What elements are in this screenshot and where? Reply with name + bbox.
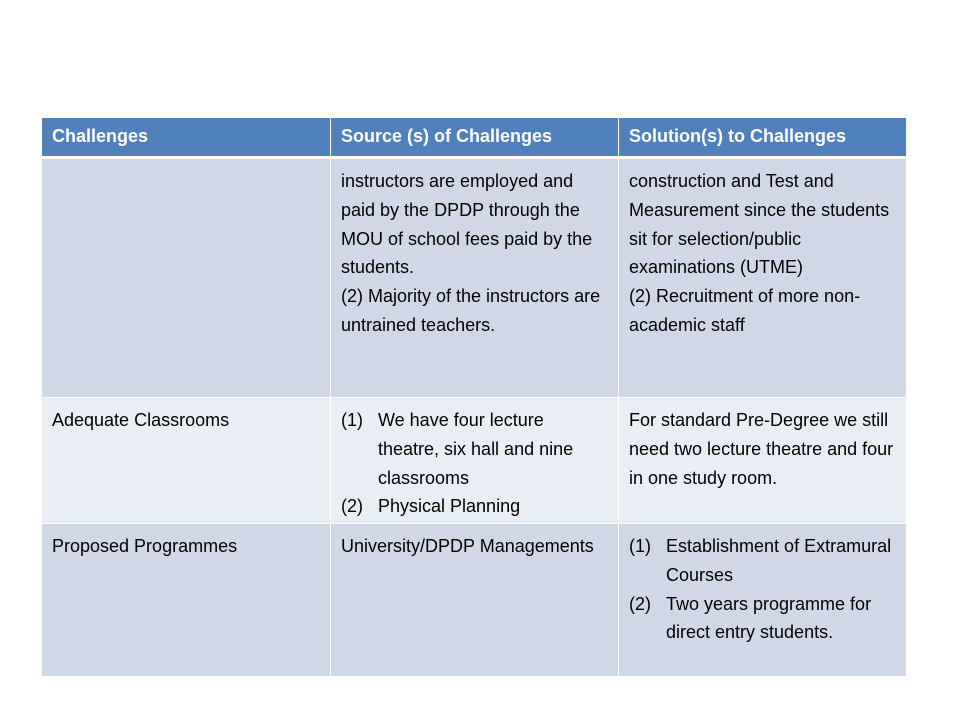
table-row <box>42 158 907 398</box>
list-number: (1) <box>341 410 363 430</box>
list-item <box>341 406 608 492</box>
list-number: (1) <box>629 536 651 556</box>
list-number: (2) <box>341 496 363 517</box>
solution-list <box>629 532 896 647</box>
list-text: We have four lecture theatre, six hall and nine classrooms <box>378 410 574 488</box>
header-solutions: Solution(s) to Challenges <box>619 118 907 158</box>
solution-cell <box>619 524 907 677</box>
list-text: Physical Planning <box>378 496 521 517</box>
challenge-cell: Adequate Classrooms <box>42 398 331 524</box>
table-row <box>42 524 907 677</box>
header-challenges: Challenges <box>42 118 331 158</box>
table-row <box>42 398 907 524</box>
solution-cell <box>619 158 907 398</box>
header-row <box>42 118 907 158</box>
source-list <box>341 406 608 521</box>
list-text: Two years programme for direct entry students. <box>666 593 872 643</box>
solution-text: construction and Test and Measurement since the students sit for selection/public examinations (UTME) <box>629 171 890 278</box>
list-text: Establishment of Extramural Courses <box>666 536 892 585</box>
source-cell <box>331 158 619 398</box>
source-text: instructors are employed and paid by the DPDP through the MOU of school fees paid by the students. <box>341 171 593 278</box>
list-item <box>341 492 608 521</box>
list-item <box>629 590 896 648</box>
list-item <box>629 532 896 590</box>
solution-text: For standard Pre-Degree we still need two lecture theatre and four in one study room. <box>629 410 894 488</box>
source-text: (2) Majority of the instructors are untrained teachers. <box>341 286 601 335</box>
list-number: (2) <box>629 593 651 614</box>
header-sources: Source (s) of Challenges <box>331 118 619 158</box>
challenge-cell <box>42 158 331 398</box>
source-text: University/DPDP Managements <box>341 536 594 556</box>
solution-text: (2) Recruitment of more non-academic staff <box>629 286 861 335</box>
solution-cell <box>619 398 907 524</box>
challenge-cell: Proposed Programmes <box>42 524 331 677</box>
source-cell <box>331 398 619 524</box>
challenges-table <box>41 118 907 677</box>
source-cell <box>331 524 619 677</box>
